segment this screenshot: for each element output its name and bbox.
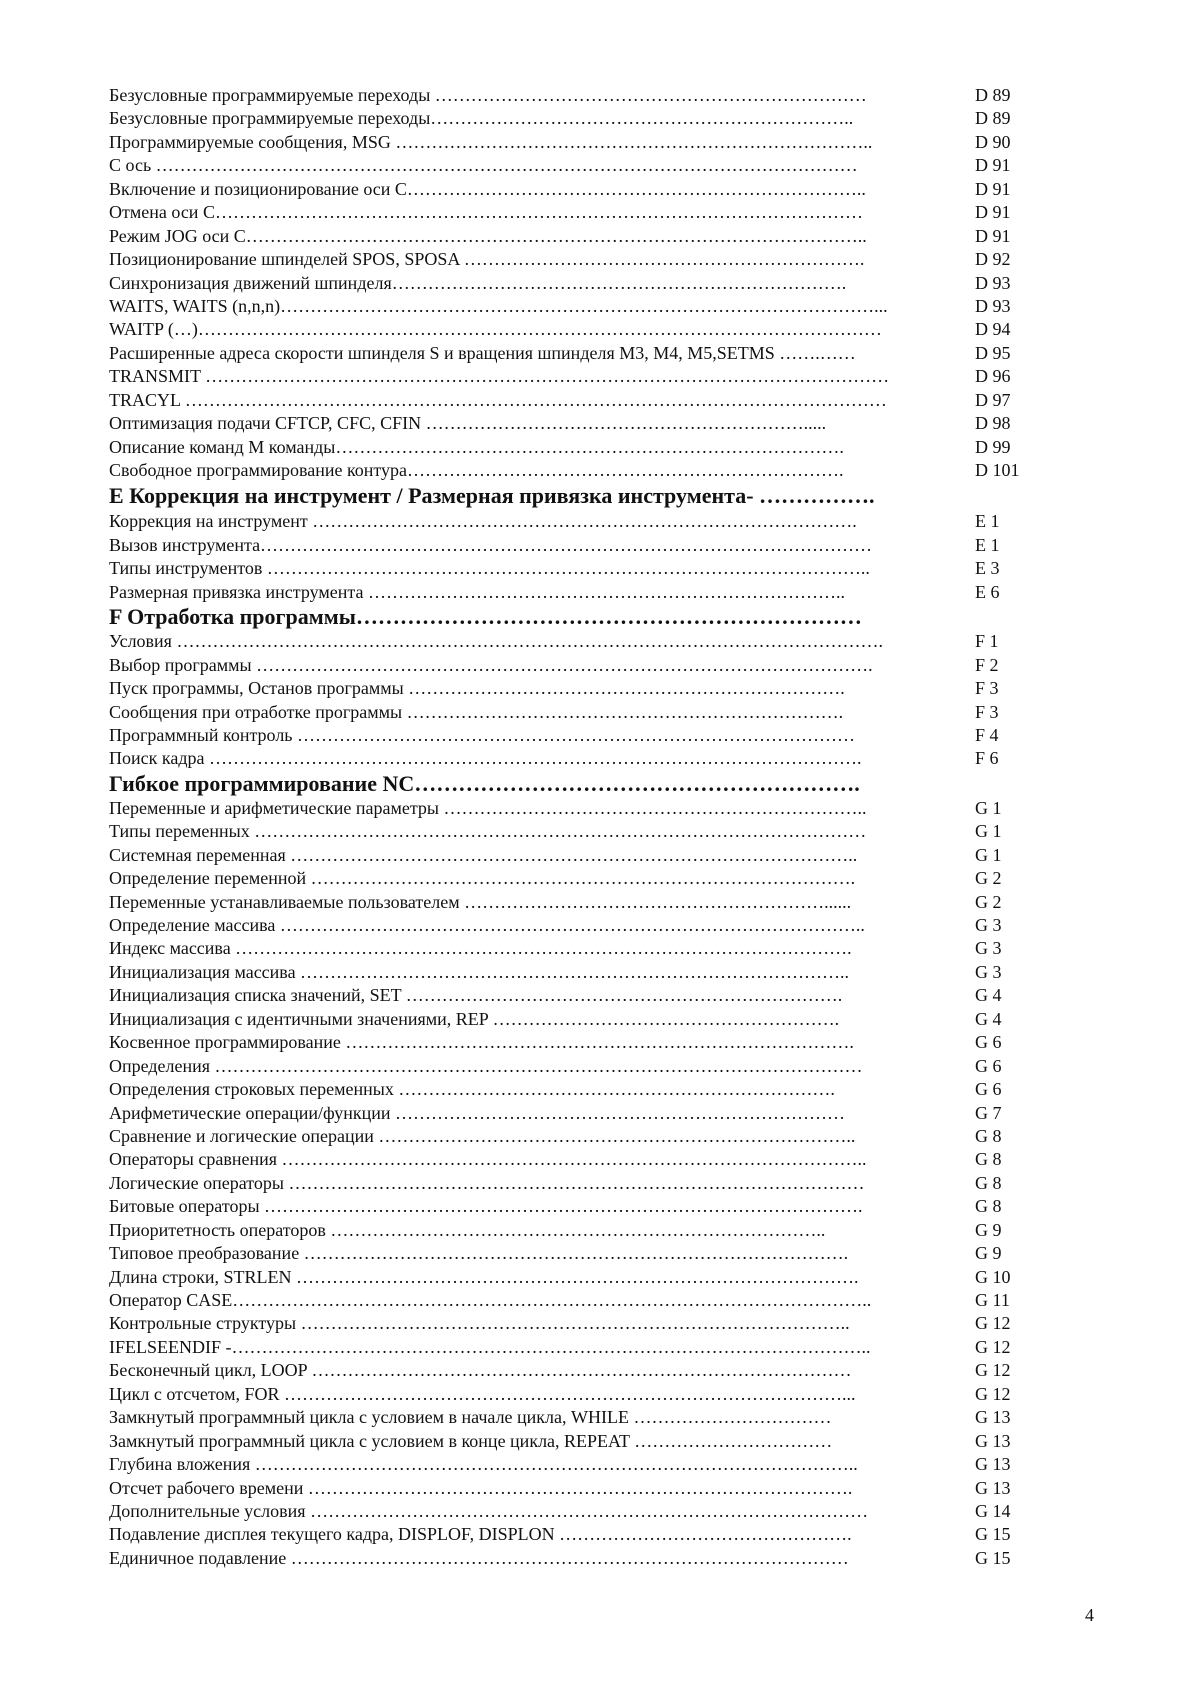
toc-entry-title: Единичное подавление …………………………………………………………………………………	[109, 1547, 849, 1568]
toc-entry	[109, 1008, 1109, 1031]
toc-entry-page: D 91	[975, 178, 1011, 199]
toc-entry-title: Пуск программы, Останов программы ……………………………………………………………….	[109, 678, 845, 699]
toc-entry-page: G 13	[975, 1430, 1011, 1451]
toc-entry	[109, 1266, 1109, 1289]
toc-heading-text: Гибкое программирование NC…………………………………………………….	[109, 770, 860, 796]
toc-section-heading	[109, 482, 1109, 510]
toc-entry-title: Арифметические операции/функции …………………………………………………………………	[109, 1102, 846, 1123]
toc-entry	[109, 1453, 1109, 1476]
toc-entry-title: Определение массива ……………………………………………………………………………………..	[109, 915, 865, 935]
toc-entry-page: G 8	[975, 1172, 1002, 1193]
toc-entry-page: D 93	[975, 295, 1011, 316]
toc-entry	[109, 677, 1109, 700]
toc-entry-page: G 1	[975, 797, 1002, 818]
toc-entry-page: D 90	[975, 131, 1011, 152]
toc-entry-page: F 1	[975, 631, 999, 652]
toc-entry-page: Е 6	[975, 581, 1000, 602]
toc-entry-page: G 3	[975, 961, 1002, 982]
toc-entry-title: Цикл с отсчетом, FOR …………………………………………………………………………………...	[109, 1383, 856, 1404]
toc-entry	[109, 84, 1109, 107]
toc-entry-title: Логические операторы ……………………………………………………………………………………	[109, 1172, 865, 1193]
toc-entry	[109, 937, 1109, 960]
toc-entry-title: Битовые операторы ……………………………………………………………………………………….	[109, 1196, 863, 1217]
toc-entry	[109, 365, 1109, 388]
toc-entry-page: G 8	[975, 1149, 1002, 1170]
toc-entry-page: G 12	[975, 1313, 1011, 1334]
toc-entry	[109, 201, 1109, 224]
toc-entry-page: G 3	[975, 938, 1002, 959]
toc-entry-page: G 7	[975, 1102, 1002, 1123]
toc-entry-title: Размерная привязка инструмента ……………………………………………………………………..	[109, 581, 845, 602]
toc-entry-title: Замкнутый программный цикла с условием в конце цикла, REPEAT ……………………………	[109, 1430, 833, 1451]
toc-entry	[109, 1078, 1109, 1101]
table-of-contents	[109, 84, 1109, 1570]
toc-entry	[109, 891, 1109, 914]
toc-entry	[109, 248, 1109, 271]
toc-entry	[109, 1125, 1109, 1148]
toc-entry-page: F 4	[975, 724, 999, 745]
toc-entry-title: Расширенные адреса скорости шпинделя S и вращения шпинделя М3, М4, М5,SETMS …….……	[109, 342, 856, 363]
toc-entry	[109, 1195, 1109, 1218]
toc-entry-title: Бесконечный цикл, LOOP ………………………………………………………………………………	[109, 1360, 852, 1381]
toc-entry-page: G 13	[975, 1407, 1011, 1428]
toc-entry-title: Режим JOG оси С…………………………………………………………………………………………..	[109, 225, 867, 246]
toc-section-heading	[109, 771, 1109, 797]
toc-heading-text: F Отработка программы……………………………………………………………	[109, 604, 862, 630]
toc-entry-title: Оптимизация подачи CFTCP, CFC, CFIN ……………………………………………………….....	[109, 413, 827, 434]
toc-entry	[109, 984, 1109, 1007]
toc-entry-title: Описание команд М команды………………………………………………………………………….	[109, 436, 844, 457]
toc-entry-page: G 14	[975, 1500, 1011, 1521]
toc-entry-title: Синхронизация движений шпинделя………………………………………………………………….	[109, 272, 847, 293]
toc-entry	[109, 178, 1109, 201]
toc-entry-page: D 89	[975, 108, 1011, 129]
toc-entry-page: G 12	[975, 1336, 1011, 1357]
toc-entry-page: D 96	[975, 366, 1011, 387]
toc-entry-page: G 10	[975, 1266, 1011, 1287]
toc-entry-title: Оператор CASE……………………………………………………………………………………………..	[109, 1290, 872, 1310]
toc-entry-page: G 12	[975, 1383, 1011, 1404]
toc-entry-title: Инициализация списка значений, SET ……………………………………………………………….	[109, 985, 843, 1006]
toc-entry-page: G 3	[975, 915, 1002, 935]
toc-entry-page: G 13	[975, 1477, 1011, 1498]
toc-entry-page: Е 1	[975, 511, 1000, 532]
toc-entry-page: G 11	[975, 1290, 1010, 1310]
toc-entry-title: Условия ……………………………………………………………………………………………………….	[109, 631, 883, 652]
toc-entry-title: TRANSMIT ……………………………………………………………………………………………………	[109, 366, 890, 387]
toc-entry-title: Позиционирование шпинделей SPOS, SPOSA ………………………………………………………….	[109, 249, 865, 270]
toc-entry-page: G 6	[975, 1032, 1002, 1053]
toc-entry-page: G 8	[975, 1196, 1002, 1217]
toc-entry	[109, 1102, 1109, 1125]
toc-entry	[109, 318, 1109, 341]
toc-entry-title: С ось ………………………………………………………………………………………………………	[109, 155, 858, 176]
toc-entry	[109, 581, 1109, 604]
toc-entry-page: D 101	[975, 460, 1020, 480]
toc-entry	[109, 1172, 1109, 1195]
toc-entry-title: Коррекция на инструмент ……………………………………………………………………………….	[109, 511, 857, 532]
toc-section-heading	[109, 604, 1109, 630]
toc-entry	[109, 1031, 1109, 1054]
toc-entry-title: TRACYL ………………………………………………………………………………………………………	[109, 389, 887, 410]
toc-entry-page: G 15	[975, 1524, 1011, 1545]
toc-entry-title: Длина строки, STRLEN ………………………………………………………………………………….	[109, 1266, 859, 1287]
toc-entry-title: Выбор программы ………………………………………………………………………………………….	[109, 654, 873, 675]
toc-entry-title: Определение переменной ……………………………………………………………………………….	[109, 868, 856, 889]
toc-entry-title: Приоритетность операторов ………………………………………………………………………..	[109, 1219, 826, 1240]
toc-entry-page: G 2	[975, 891, 1002, 912]
toc-entry	[109, 225, 1109, 248]
toc-entry	[109, 1477, 1109, 1500]
toc-entry	[109, 1359, 1109, 1382]
toc-entry-page: F 3	[975, 678, 999, 699]
toc-entry-title: IFELSEENDIF -……………………………………………………………………………………………..	[109, 1336, 871, 1357]
toc-entry-title: Инициализация массива ………………………………………………………………………………..	[109, 961, 850, 982]
toc-entry	[109, 1055, 1109, 1078]
toc-entry-title: Отсчет рабочего времени ……………………………………………………………………………….	[109, 1477, 853, 1498]
toc-entry	[109, 1383, 1109, 1406]
toc-entry	[109, 820, 1109, 843]
toc-entry-page: G 12	[975, 1360, 1011, 1381]
toc-entry-page: D 93	[975, 272, 1011, 293]
toc-entry	[109, 630, 1109, 653]
toc-entry-title: Инициализация с идентичными значениями, REP ………………………………………………….	[109, 1008, 840, 1029]
toc-entry-page: G 2	[975, 868, 1002, 889]
toc-entry	[109, 867, 1109, 890]
toc-entry-title: Отмена оси С………………………………………………………………………………………………	[109, 202, 863, 223]
toc-entry-page: Е 3	[975, 558, 1000, 579]
toc-entry-title: Переменные и арифметические параметры ……………………………………………………………..	[109, 797, 867, 818]
toc-entry-page: G 4	[975, 1008, 1002, 1029]
toc-entry-title: Сообщения при отработке программы ……………………………………………………………….	[109, 701, 844, 722]
toc-entry-title: Системная переменная …………………………………………………………………………………..	[109, 844, 858, 865]
toc-entry-page: D 99	[975, 436, 1011, 457]
toc-entry	[109, 1523, 1109, 1546]
toc-entry	[109, 724, 1109, 747]
toc-entry-title: Косвенное программирование ………………………………………………………………………….	[109, 1032, 854, 1053]
toc-entry-page: G 6	[975, 1055, 1002, 1076]
toc-entry-title: WAITP (…)……………………………………………………………………………………………………	[109, 319, 882, 340]
toc-entry-title: WAITS, WAITS (n,n,n)………………………………………………………………………………………...	[109, 295, 888, 316]
toc-entry-title: Типы переменных …………………………………………………………………………………………	[109, 821, 867, 842]
toc-entry-page: G 1	[975, 844, 1002, 865]
toc-entry-page: G 8	[975, 1125, 1002, 1146]
toc-entry	[109, 701, 1109, 724]
toc-entry-title: Свободное программирование контура……………………………………………………………….	[109, 460, 844, 480]
toc-entry	[109, 436, 1109, 459]
toc-entry	[109, 1500, 1109, 1523]
toc-entry	[109, 412, 1109, 435]
toc-entry-page: D 95	[975, 342, 1011, 363]
toc-entry-page: G 9	[975, 1243, 1002, 1264]
toc-entry	[109, 1406, 1109, 1429]
toc-entry	[109, 272, 1109, 295]
toc-entry	[109, 154, 1109, 177]
toc-entry-page: G 6	[975, 1079, 1002, 1100]
toc-entry	[109, 654, 1109, 677]
toc-entry-page: F 3	[975, 701, 999, 722]
toc-entry-page: D 91	[975, 225, 1011, 246]
toc-entry-title: Определения строковых переменных ……………………………………………………………….	[109, 1079, 835, 1100]
page-number: 4	[1085, 1605, 1094, 1625]
toc-entry-page: D 89	[975, 85, 1011, 105]
toc-entry-title: Индекс массива ………………………………………………………………………………………….	[109, 938, 852, 959]
toc-entry-page: D 91	[975, 155, 1011, 176]
toc-entry-title: Вызов инструмента…………………………………………………………………………………………	[109, 534, 873, 555]
toc-entry	[109, 1289, 1109, 1312]
toc-entry-page: D 98	[975, 413, 1011, 434]
toc-entry-title: Типы инструментов ………………………………………………………………………………………..	[109, 558, 870, 579]
toc-entry-page: D 91	[975, 202, 1011, 223]
toc-entry-title: Включение и позиционирование оси С…………………………………………………………………..	[109, 178, 866, 199]
toc-entry-title: Программируемые сообщения, MSG ……………………………………………………………………..	[109, 131, 873, 152]
toc-heading-text: Е Коррекция на инструмент / Размерная привязка инструмента- …………….	[109, 483, 875, 509]
toc-entry-title: Поиск кадра ……………………………………………………………………………………………….	[109, 748, 862, 769]
toc-entry-title: Определения ………………………………………………………………………………………………	[109, 1055, 863, 1076]
toc-entry-title: Сравнение и логические операции ……………………………………………………………………..	[109, 1125, 856, 1146]
toc-entry-title: Дополнительные условия …………………………………………………………………………………	[109, 1500, 869, 1521]
toc-entry-title: Контрольные структуры ………………………………………………………………………………..	[109, 1313, 850, 1334]
toc-entry	[109, 557, 1109, 580]
toc-entry-page: G 9	[975, 1219, 1002, 1240]
toc-entry-page: D 92	[975, 249, 1011, 270]
toc-entry	[109, 914, 1109, 937]
toc-entry-page: F 6	[975, 748, 999, 769]
toc-entry-title: Программный контроль …………………………………………………………………………………	[109, 724, 856, 745]
toc-entry	[109, 534, 1109, 557]
toc-entry-page: G 15	[975, 1547, 1011, 1568]
toc-entry	[109, 342, 1109, 365]
toc-entry-title: Безусловные программируемые переходы……………………………………………………………..	[109, 108, 854, 129]
toc-entry	[109, 1430, 1109, 1453]
toc-entry-page: G 13	[975, 1454, 1011, 1475]
toc-entry-page: G 1	[975, 821, 1002, 842]
toc-entry	[109, 1336, 1109, 1359]
toc-entry	[109, 1242, 1109, 1265]
toc-entry-title: Подавление дисплея текущего кадра, DISPLOF, DISPLON ………………………………………….	[109, 1524, 852, 1545]
toc-entry	[109, 1312, 1109, 1335]
toc-entry	[109, 1148, 1109, 1171]
toc-entry	[109, 389, 1109, 412]
toc-entry-title: Безусловные программируемые переходы ………………………………………………………………	[109, 85, 867, 105]
toc-entry	[109, 747, 1109, 770]
toc-entry	[109, 295, 1109, 318]
toc-entry	[109, 1547, 1109, 1570]
toc-entry-page: F 2	[975, 654, 999, 675]
toc-entry	[109, 107, 1109, 130]
toc-entry	[109, 131, 1109, 154]
toc-entry-title: Переменные устанавливаемые пользователем ……………………………………………………......	[109, 891, 852, 912]
toc-entry	[109, 797, 1109, 820]
toc-entry-page: Е 1	[975, 534, 1000, 555]
toc-entry-page: G 4	[975, 985, 1002, 1006]
toc-entry-title: Глубина вложения ………………………………………………………………………………………..	[109, 1454, 858, 1475]
toc-entry-page: D 97	[975, 389, 1011, 410]
toc-entry-title: Операторы сравнения ……………………………………………………………………………………..	[109, 1149, 867, 1170]
toc-entry-title: Типовое преобразование ……………………………………………………………………………….	[109, 1243, 849, 1264]
toc-entry	[109, 1219, 1109, 1242]
toc-entry	[109, 459, 1109, 482]
toc-entry	[109, 844, 1109, 867]
toc-entry-page: D 94	[975, 319, 1011, 340]
toc-entry	[109, 961, 1109, 984]
toc-entry-title: Замкнутый программный цикла с условием в начале цикла, WHILE ……………………………	[109, 1407, 832, 1428]
toc-entry	[109, 510, 1109, 533]
